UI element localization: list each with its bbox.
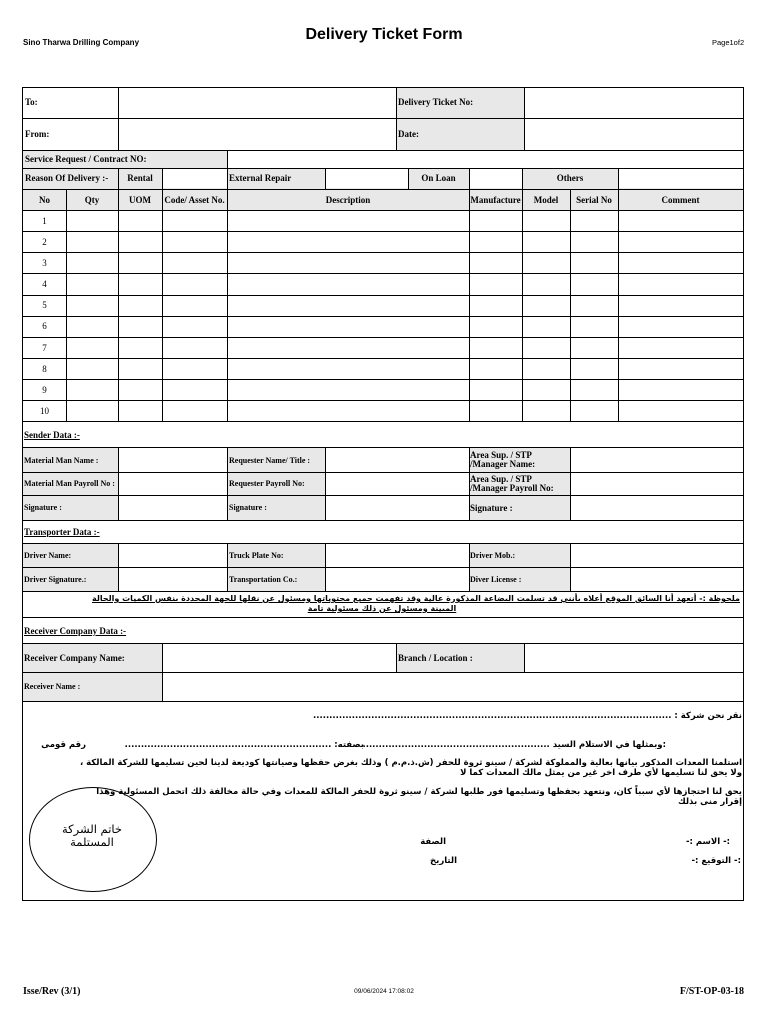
- row-number: 2: [42, 237, 47, 247]
- driver-name-label: Driver Name:: [24, 551, 72, 560]
- col-description: Description: [325, 195, 371, 205]
- row-number: 3: [42, 258, 47, 268]
- material-man-name-label: Material Man Name :: [24, 456, 99, 465]
- material-man-payroll-label: Material Man Payroll No :: [24, 479, 115, 488]
- external-repair-checkbox[interactable]: [325, 169, 408, 188]
- signature-1-label: Signature :: [24, 503, 62, 512]
- form-code: F/ST-OP-03-18: [679, 986, 744, 997]
- col-comment: Comment: [661, 195, 700, 205]
- page-number: Page1of2: [712, 38, 745, 47]
- ticket-no-label: Delivery Ticket No:: [398, 97, 474, 107]
- on-loan-checkbox[interactable]: [469, 169, 522, 188]
- col-code: Code/ Asset No.: [164, 195, 225, 205]
- stamp-line-1: خاتم الشركة: [61, 822, 123, 836]
- reason-label: Reason Of Delivery :-: [25, 173, 109, 183]
- branch-label: Branch / Location :: [398, 653, 473, 663]
- row-number: 10: [40, 406, 49, 416]
- print-timestamp: 09/06/2024 17:08:02: [354, 988, 414, 995]
- stamp-line-2: المستلمة: [70, 835, 114, 849]
- col-uom: UOM: [129, 195, 151, 205]
- driver-license-label: Diver License :: [470, 575, 522, 584]
- driver-mob-label: Driver Mob.:: [470, 551, 516, 560]
- row-number: 8: [42, 364, 47, 374]
- service-request-label: Service Request / Contract NO:: [25, 154, 147, 164]
- on-loan-label: On Loan: [421, 173, 456, 183]
- requester-name-label: Requester Name/ Title :: [229, 456, 311, 465]
- declaration-para1-line1: استلمنا المعدات المذكور بيانها بعالية والمملوكة لشركة / سينو ثروة للحفر (ش.ذ.م.م ) وذلك بغرض حفظها وصيانتها كوديعة لدينا لحين تسليمها للشركة المالكة ،: [79, 758, 742, 768]
- receiver-company-label: Receiver Company Name:: [24, 653, 125, 663]
- declaration-para1-line2: ولا يحق لنا تسليمها لأي طرف اخر غير من يمثل مالك المعدات كما لا: [460, 768, 742, 778]
- name-label: :- الاسم :-: [685, 837, 730, 847]
- rental-checkbox[interactable]: [162, 169, 227, 188]
- row-number: 5: [42, 300, 47, 310]
- others-checkbox[interactable]: [618, 169, 743, 188]
- external-repair-label: External Repair: [229, 173, 292, 183]
- declaration-representative-line: :وبمثلها في الاستلام السيد ..........................................................: [362, 740, 666, 750]
- area-sup-payroll-label: Area Sup. / STP /Manager Payroll No:: [470, 474, 554, 493]
- date-label: Date:: [398, 129, 419, 139]
- signature-3-label: Signature :: [470, 503, 513, 513]
- col-model: Model: [533, 195, 559, 205]
- row-number: 1: [42, 216, 47, 226]
- truck-plate-label: Truck Plate No:: [229, 551, 284, 560]
- stamp-text: [29, 823, 155, 849]
- col-serial: Serial No: [576, 195, 612, 205]
- receiver-heading: Receiver Company Data :-: [24, 626, 127, 636]
- declaration-para2-line2: إقرار منى بذلك: [677, 797, 742, 807]
- capacity-label: الصفة: [420, 837, 446, 847]
- national-id-label: رقم قومى: [41, 740, 86, 750]
- transporter-heading: Transporter Data :-: [24, 527, 100, 537]
- area-sup-name-label: Area Sup. / STP /Manager Name:: [470, 450, 536, 469]
- signature-2-label: Signature :: [229, 503, 267, 512]
- page-title: Delivery Ticket Form: [305, 26, 463, 43]
- signature-label: :- التوقيع :-: [691, 856, 741, 866]
- declaration-capacity-line: بصفته: ................................................................: [124, 740, 364, 750]
- declaration-company-line: نقر نحن شركة : ...............................................................................................................: [313, 711, 742, 721]
- driver-note-line1: ملحوظة :- أتعهد أنا السائق الموقع أعلاه بأنني قد تسلمت البضاعة المذكورة عالية وقد تفهمت جميع محتوياتها ومسئول عن نقلها للجهة المحددة بنفس الكميات والحالة: [92, 594, 740, 603]
- driver-note-line2: المبينة ومسئول عن ذلك مسئولية تامة: [307, 604, 457, 613]
- rental-label: Rental: [127, 173, 153, 183]
- col-qty: Qty: [84, 195, 100, 205]
- revision: Isse/Rev (3/1): [23, 986, 81, 997]
- to-label: To:: [25, 97, 38, 107]
- company-name: Sino Tharwa Drilling Company: [23, 38, 140, 47]
- from-label: From:: [25, 129, 50, 139]
- driver-signature-label: Driver Signature.:: [24, 575, 87, 584]
- requester-payroll-label: Requester Payroll No:: [229, 479, 305, 488]
- row-number: 9: [42, 385, 47, 395]
- date-ar-label: التاريخ: [430, 856, 457, 866]
- col-no: No: [39, 195, 50, 205]
- row-number: 4: [42, 279, 47, 289]
- declaration-para2-line1: يحق لنا احتجازها لأي سبباً كان، ونتعهد بحفظها وتسليمها فور طلبها لشركة / سينو ثروة للحفر المالكة للمعدات وفي حالة مخالفة ذلك اتحمل المسئولية وهذا: [96, 787, 742, 797]
- transport-co-label: Transportation Co.:: [229, 575, 298, 584]
- receiver-name-label: Receiver Name :: [24, 682, 81, 691]
- col-manufacture: Manufacture: [470, 195, 521, 205]
- sender-heading: Sender Data :-: [24, 430, 80, 440]
- row-number: 7: [42, 343, 47, 353]
- row-number: 6: [42, 321, 47, 331]
- others-label: Others: [556, 173, 584, 183]
